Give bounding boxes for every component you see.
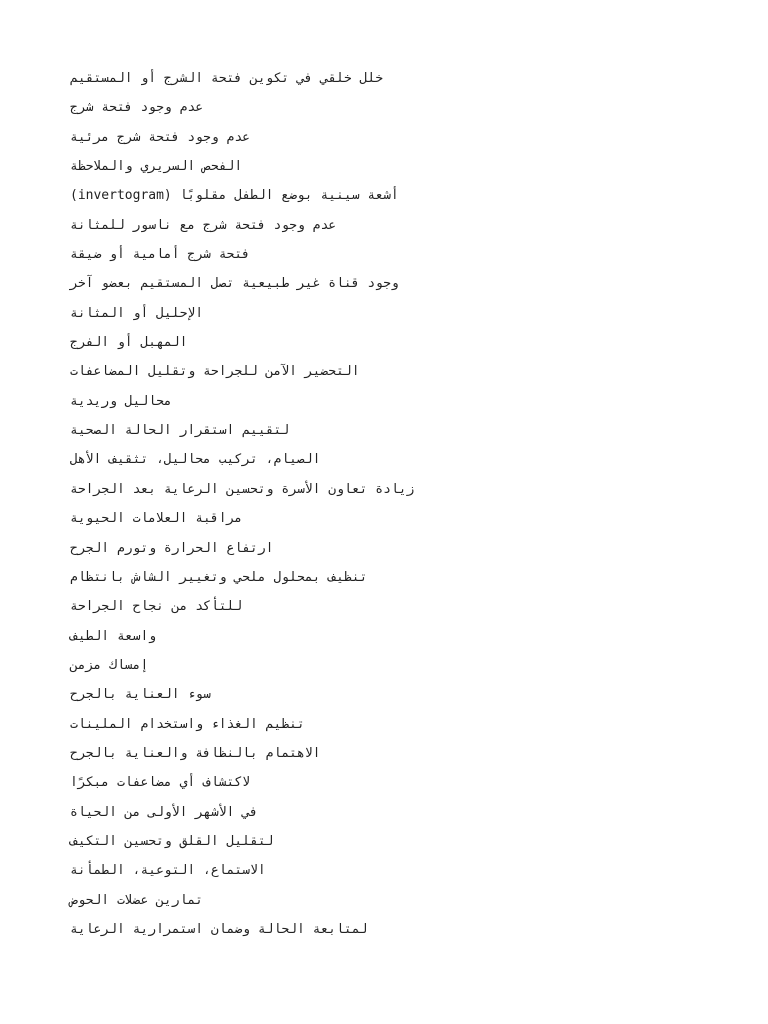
text-line: ارتفاع الحرارة وتورم الجرح [70,540,274,556]
text-line: عدم وجود فتحة شرج [70,100,204,116]
text-line: فتحة شرج أمامية أو ضيقة [70,247,251,263]
text-line: لمتابعة الحالة وضمان استمرارية الرعاية [70,921,368,937]
text-line: للتأكد من نجاح الجراحة [70,599,243,615]
text-line: الفحص السريري والملاحظة [70,159,243,175]
text-line: لتقييم استقرار الحالة الصحية [70,423,290,439]
text-line: الإحليل أو المثانة [70,305,204,321]
text-line: وجود قناة غير طبيعية تصل المستقيم بعضو آخر [70,276,399,292]
text-line: زيادة تعاون الأسرة وتحسين الرعاية بعد الجراحة [70,481,415,497]
text-line: واسعة الطيف [70,628,157,644]
text-line: مراقبة العلامات الحيوية [70,511,243,527]
text-line: أشعة سينية بوضع الطفل مقلوبًا (invertogram) [70,188,399,204]
text-line: في الأشهر الأولى من الحياة [70,804,258,820]
text-lines [70,69,670,949]
text-line: عدم وجود فتحة شرج مرئية [70,129,251,145]
text-line: لتقليل القلق وتحسين التكيف [70,833,274,849]
text-line: الاهتمام بالنظافة والعناية بالجرح [70,745,321,761]
text-line: تنظيم الغذاء واستخدام الملينات [70,716,305,732]
text-line: الاستماع، التوعية، الطمأنة [70,863,266,879]
text-line: المهبل أو الفرج [70,335,188,351]
text-line: لاكتشاف أي مضاعفات مبكرًا [70,775,251,791]
text-line: سوء العناية بالجرح [70,687,211,703]
text-line: تمارين عضلات الحوض [70,892,204,908]
text-line: محاليل وريدية [70,393,172,409]
text-line: خلل خلقي في تكوين فتحة الشرج أو المستقيم [70,71,384,86]
text-line: الصيام، تركيب محاليل، تثقيف الأهل [70,452,321,468]
text-line: تنظيف بمحلول ملحي وتغيير الشاش بانتظام [70,569,368,585]
text-line: إمساك مزمن [70,657,149,673]
text-line: عدم وجود فتحة شرج مع ناسور للمثانة [70,217,337,233]
text-line: التحضير الآمن للجراحة وتقليل المضاعفات [70,364,360,380]
